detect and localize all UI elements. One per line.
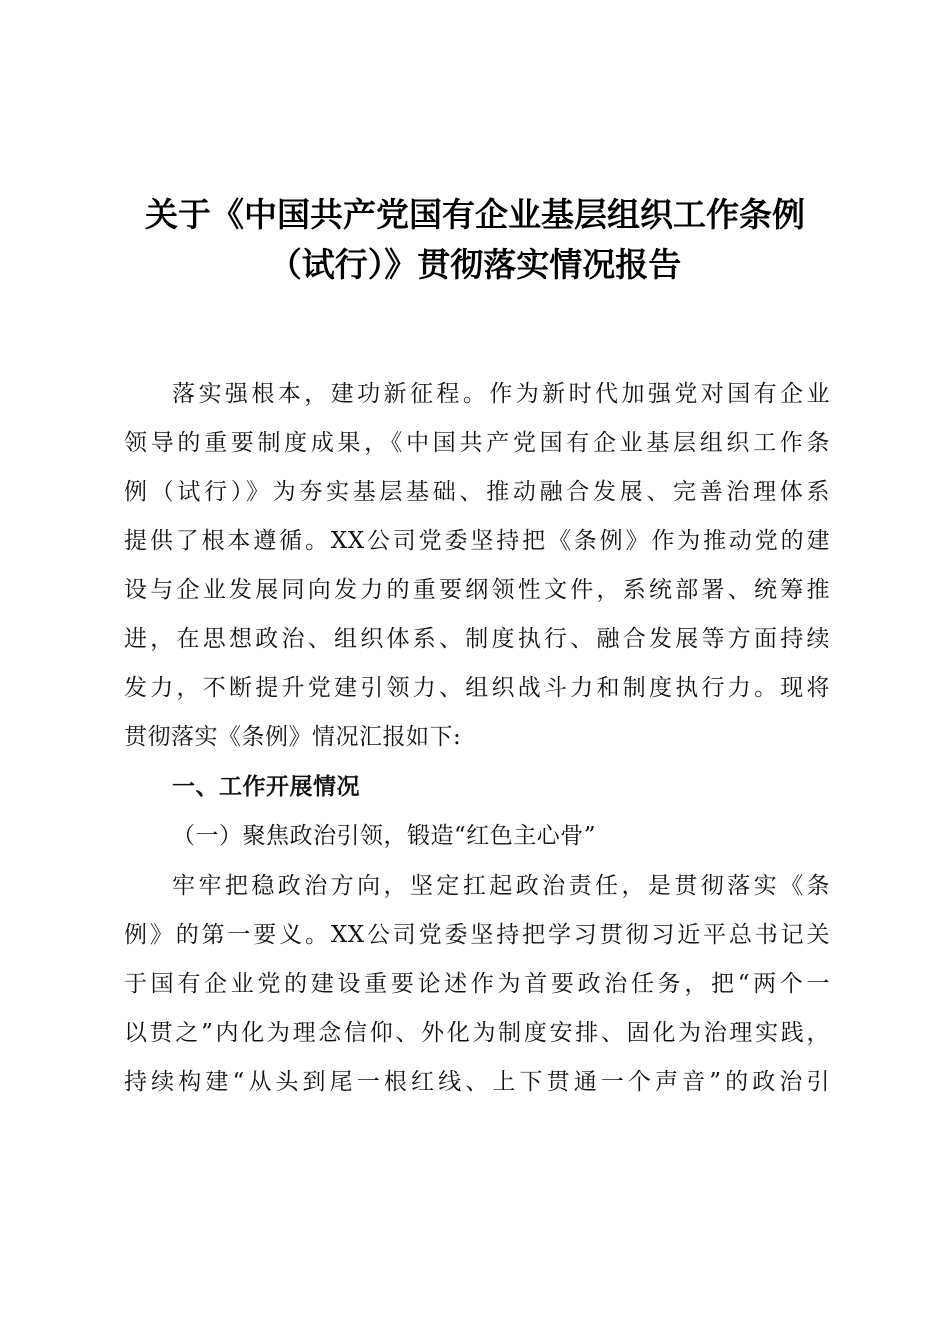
paragraph-line: 发力，不断提升党建引领力、组织战斗力和制度执行力。现将 <box>124 675 830 701</box>
paragraph-line: 落实强根本，建功新征程。作为新时代加强党对国有企业 <box>172 381 830 407</box>
paragraph-line: 持续构建“从头到尾一根红线、上下贯通一个声音”的政治引 <box>124 1069 830 1095</box>
document-title-line-1: 关于《中国共产党国有企业基层组织工作条例 <box>145 195 805 234</box>
paragraph-line: 以贯之”内化为理念信仰、外化为制度安排、固化为治理实践， <box>124 1020 830 1046</box>
subsection-heading: （一）聚焦政治引领，锻造“红色主心骨” <box>172 823 597 849</box>
paragraph-line: 提供了根本遵循。XX公司党委坚持把《条例》作为推动党的建 <box>124 528 830 554</box>
paragraph-line: 例》的第一要义。XX公司党委坚持把学习贯彻习近平总书记关 <box>124 922 830 948</box>
section-heading: 一、工作开展情况 <box>172 774 360 800</box>
paragraph-line: 领导的重要制度成果，《中国共产党国有企业基层组织工作条 <box>124 430 830 456</box>
paragraph-line: 于国有企业党的建设重要论述作为首要政治任务，把“两个一 <box>124 971 830 997</box>
paragraph-line: 设与企业发展同向发力的重要纲领性文件，系统部署、统筹推 <box>124 577 830 603</box>
paragraph-line: 例（试行）》为夯实基层基础、推动融合发展、完善治理体系 <box>124 479 830 505</box>
paragraph-line: 贯彻落实《条例》情况汇报如下: <box>124 724 462 750</box>
paragraph-line: 牢牢把稳政治方向，坚定扛起政治责任，是贯彻落实《条 <box>172 873 830 899</box>
paragraph-line: 进，在思想政治、组织体系、制度执行、融合发展等方面持续 <box>124 626 830 652</box>
document-title-line-2: （试行）》贯彻落实情况报告 <box>268 245 682 284</box>
